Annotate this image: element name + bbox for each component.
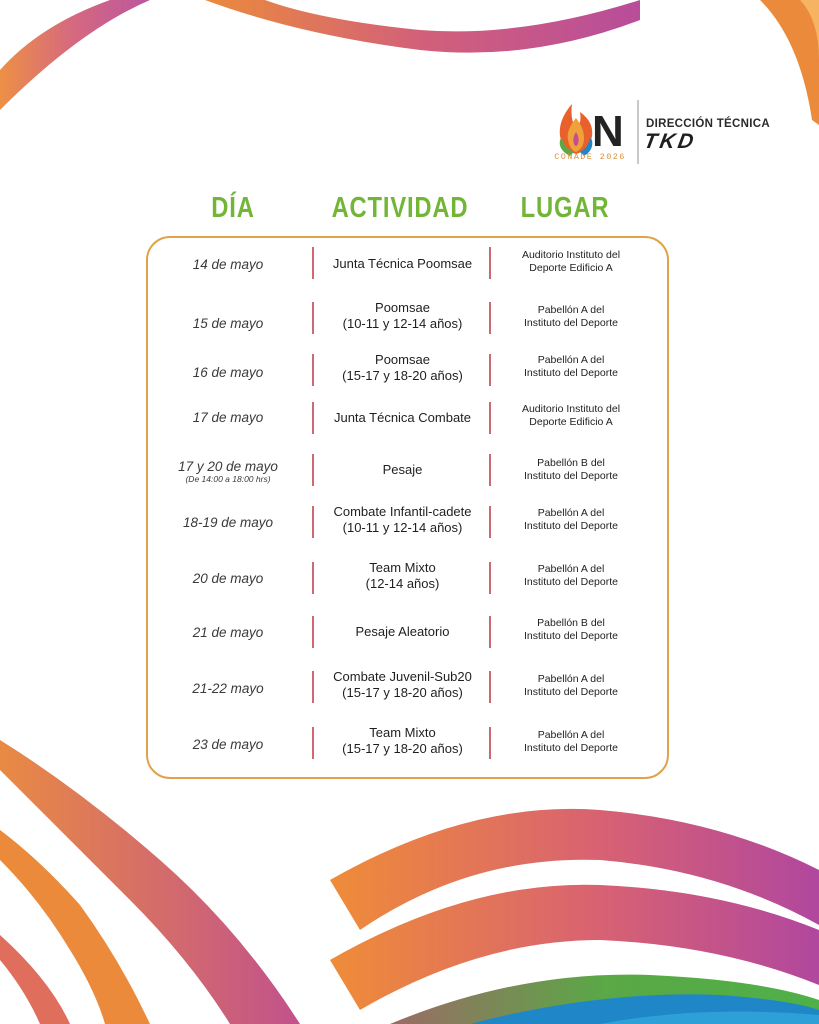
conade-year-label: CONADE 2026 (554, 152, 626, 162)
row-place: Pabellón A del Instituto del Deporte (524, 304, 618, 329)
header-lugar: LUGAR (520, 192, 610, 224)
row-divider (312, 616, 314, 648)
row-day: 21-22 mayo (192, 681, 264, 696)
row-divider (312, 247, 314, 279)
row-place: Pabellón A del Instituto del Deporte (524, 563, 618, 588)
row-divider (312, 506, 314, 538)
row-day: 15 de mayo (192, 316, 264, 331)
row-activity: Team Mixto (12-14 años) (365, 560, 440, 591)
row-activity: Junta Técnica Combate (333, 410, 472, 425)
row-day: 17 y 20 de mayo (De 14:00 a 18:00 hrs) (148, 459, 308, 485)
row-activity: Combate Juvenil-Sub20 (15-17 y 18-20 años) (333, 669, 472, 700)
row-divider (489, 671, 491, 703)
row-activity: Team Mixto (15-17 y 18-20 años) (342, 725, 463, 756)
row-place: Pabellón B del Instituto del Deporte (524, 617, 618, 642)
row-divider (312, 454, 314, 486)
row-divider (489, 247, 491, 279)
row-divider (312, 302, 314, 334)
row-divider (489, 616, 491, 648)
row-day-note: (De 14:00 a 18:00 hrs) (185, 474, 271, 484)
row-divider (489, 302, 491, 334)
row-divider (312, 727, 314, 759)
row-divider (489, 506, 491, 538)
row-place: Auditorio Instituto del Deporte Edificio A (521, 249, 621, 274)
header-dia: DÍA (211, 192, 255, 224)
row-day: 18-19 de mayo (182, 515, 274, 530)
row-activity: Poomsae (15-17 y 18-20 años) (342, 352, 463, 383)
row-day: 16 de mayo (192, 365, 264, 380)
row-activity: Pesaje Aleatorio (355, 624, 450, 639)
row-divider (312, 354, 314, 386)
row-place: Auditorio Instituto del Deporte Edificio A (521, 403, 621, 428)
row-divider (489, 354, 491, 386)
logo-divider (637, 100, 639, 164)
row-divider (489, 402, 491, 434)
row-place: Pabellón A del Instituto del Deporte (524, 673, 618, 698)
row-place: Pabellón A del Instituto del Deporte (524, 354, 618, 379)
header-logos (552, 98, 770, 168)
row-activity: Pesaje (382, 462, 423, 477)
row-activity: Junta Técnica Poomsae (332, 256, 473, 271)
row-divider (489, 562, 491, 594)
brand-direccion-tecnica: DIRECCIÓN TÉCNICA (646, 118, 770, 130)
conade-flame-logo (552, 98, 632, 158)
row-day: 23 de mayo (192, 737, 264, 752)
row-day: 17 de mayo (192, 410, 264, 425)
row-place: Pabellón A del Instituto del Deporte (524, 507, 618, 532)
row-activity: Poomsae (10-11 y 12-14 años) (342, 300, 463, 331)
row-divider (312, 562, 314, 594)
row-day: 20 de mayo (192, 571, 264, 586)
row-place: Pabellón B del Instituto del Deporte (524, 457, 618, 482)
row-place: Pabellón A del Instituto del Deporte (524, 729, 618, 754)
brand-tkd: TKD (642, 130, 699, 153)
row-divider (489, 454, 491, 486)
row-divider (489, 727, 491, 759)
row-divider (312, 402, 314, 434)
schedule-table (146, 236, 669, 779)
row-day: 21 de mayo (192, 625, 264, 640)
svg-text:N: N (592, 107, 624, 156)
row-divider (312, 671, 314, 703)
row-day: 14 de mayo (192, 257, 264, 272)
row-activity: Combate Infantil-cadete (10-11 y 12-14 años) (333, 504, 472, 535)
header-actividad: ACTIVIDAD (331, 192, 469, 224)
